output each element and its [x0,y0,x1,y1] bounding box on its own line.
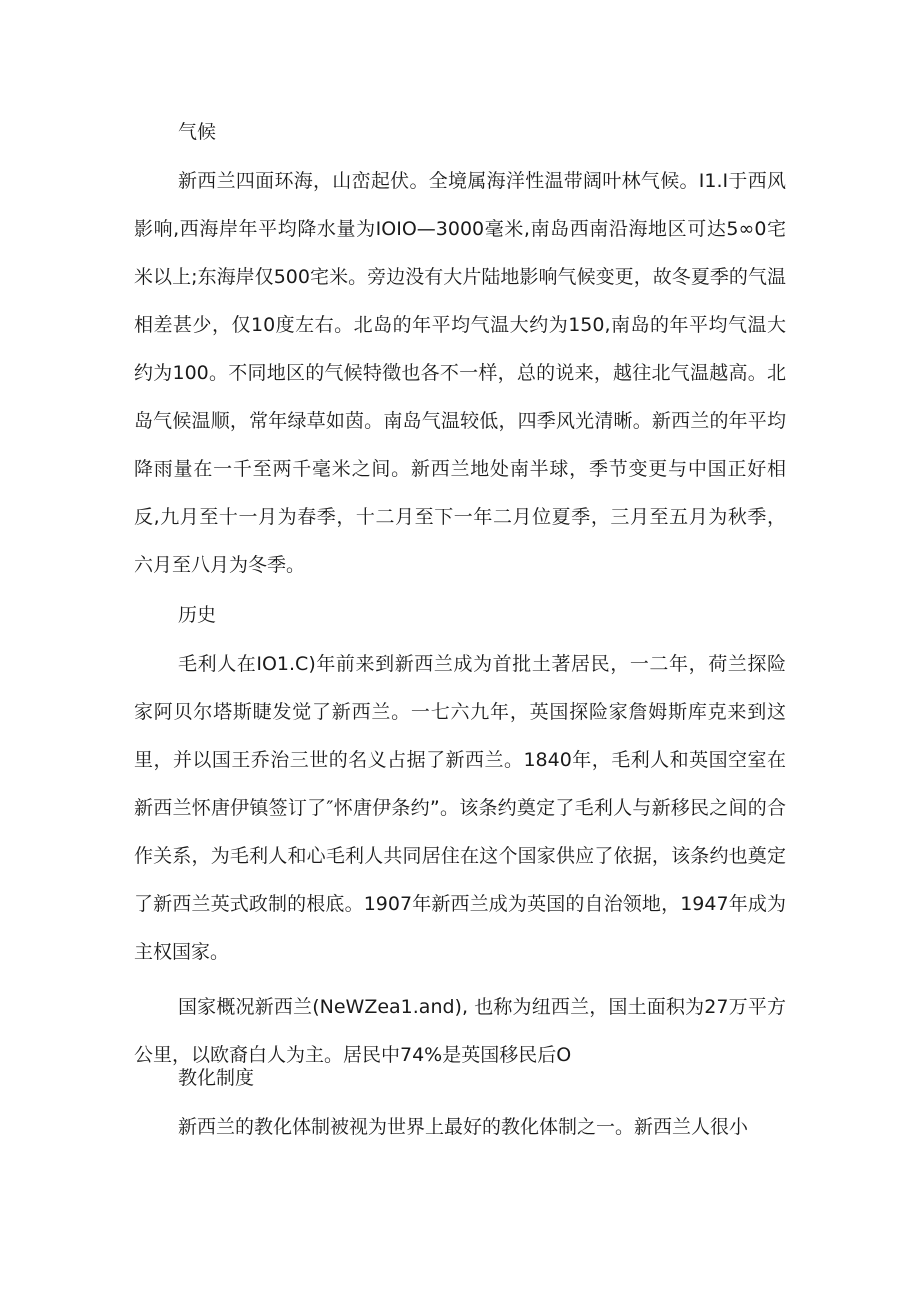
climate-paragraph: 新西兰四面环海，山峦起伏。全境属海洋性温带阔叶林气候。I1.I于西风影响,西海岸年平均降水量为IOIO—3000毫米,南岛西南沿海地区可达5∞0宅米以上;东海岸仅500宅米。旁边没有大片陆地影响气候变更，故冬夏季的气温相差甚少，仅10度左右。北岛的年平均气温大约为150,南岛的年平均气温大约为100。不同地区的气候特徵也各不一样，总的说来，越往北气温越高。北岛气候温顺，常年绿草如茵。南岛气温较低，四季风光清晰。新西兰的年平均降雨量在一千至两千毫米之间。新西兰地处南半球，季节变更与中国正好相反,九月至十一月为春季，十二月至下一年二月位夏季，三月至五月为秋季，六月至八月为冬季。 [134,170,786,576]
climate-heading: 气候 [178,121,217,143]
history-heading: 历史 [178,604,217,626]
history-paragraph: 毛利人在IO1.C)年前来到新西兰成为首批土著居民，一二年，荷兰探险家阿贝尔塔斯睫发觉了新西兰。一七六九年，英国探险家詹姆斯库克来到这里，并以国王乔治三世的名义占据了新西兰。1840年，毛利人和英国空室在新西兰怀唐伊镇签订了″怀唐伊条约”。该条约奠定了毛利人与新移民之间的合作关系，为毛利人和心毛利人共同居住在这个国家供应了依据，该条约也奠定了新西兰英式政制的根底。1907年新西兰成为英国的自治领地，1947年成为主权国家。 [134,653,786,963]
overview-paragraph: 国家概况新西兰(NeWZea1.and), 也称为纽西兰，国土面积为27万平方公里，以欧裔白人为主。居民中74%是英国移民后O [134,996,786,1066]
education-heading: 教化制度 [178,1067,255,1089]
education-paragraph: 新西兰的教化体制被视为世界上最好的教化体制之一。新西兰人很小 [178,1116,749,1138]
